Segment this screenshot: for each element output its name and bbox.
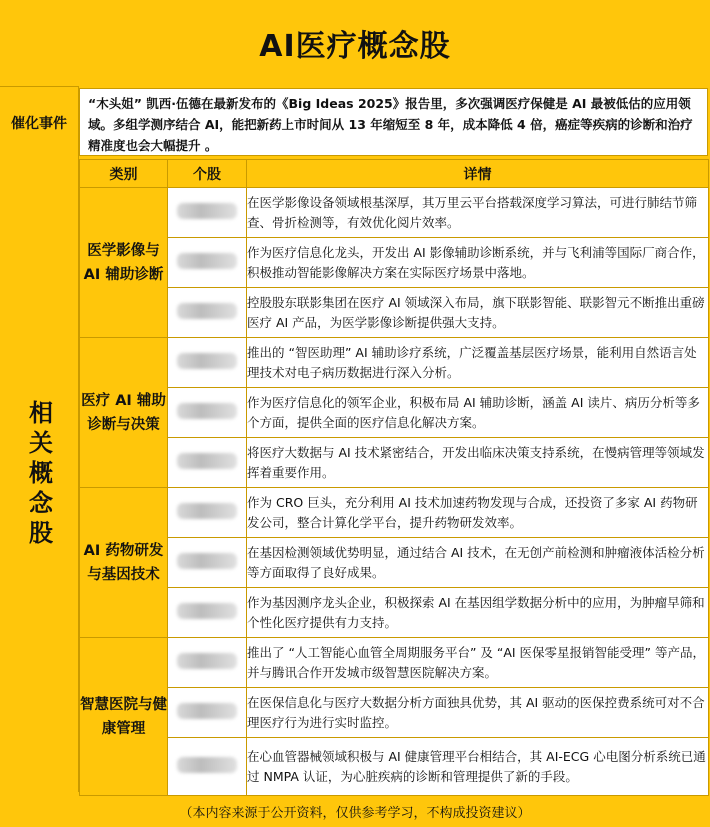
detail-cell: 作为医疗信息化的领军企业，积极布局 AI 辅助诊断，涵盖 AI 读片、病历分析等多个方面，提供全面的医疗信息化解决方案。 [247,388,709,438]
blurred-stock-name [177,703,237,719]
blurred-stock-name [177,653,237,669]
table-row [80,288,709,338]
table-row [80,588,709,638]
category-cell: 智慧医院与健康管理 [80,638,168,796]
detail-cell: 在医学影像设备领域根基深厚，其万里云平台搭载深度学习算法，可进行肺结节筛查、骨折检测等，有效优化阅片效率。 [247,188,709,238]
stock-cell-blurred [168,438,247,488]
stock-cell-blurred [168,488,247,538]
detail-cell: 在心血管器械领域积极与 AI 健康管理平台相结合，其 AI-ECG 心电图分析系统已通过 NMPA 认证，为心脏疾病的诊断和管理提供了新的手段。 [247,738,709,796]
stock-cell-blurred [168,588,247,638]
blurred-stock-name [177,403,237,419]
concept-stock-table [79,159,709,796]
detail-cell: 在基因检测领域优势明显，通过结合 AI 技术，在无创产前检测和肿瘤液体活检分析等方面取得了良好成果。 [247,538,709,588]
table-row [80,638,709,688]
category-cell: 医学影像与 AI 辅助诊断 [80,188,168,338]
category-cell: 医疗 AI 辅助诊断与决策 [80,338,168,488]
table-row [80,488,709,538]
stock-cell-blurred [168,238,247,288]
table-row [80,538,709,588]
detail-cell: 将医疗大数据与 AI 技术紧密结合，开发出临床决策支持系统，在慢病管理等领域发挥着重要作用。 [247,438,709,488]
blurred-stock-name [177,203,237,219]
stock-cell-blurred [168,388,247,438]
disclaimer-footer: （本内容来源于公开资料，仅供参考学习，不构成投资建议） [179,806,531,821]
blurred-stock-name [177,253,237,269]
detail-cell: 推出的 “智医助理” AI 辅助诊疗系统，广泛覆盖基层医疗场景，能利用自然语言处理技术对电子病历数据进行深入分析。 [247,338,709,388]
page-title: AI医疗概念股 [259,29,451,64]
detail-cell: 作为医疗信息化龙头，开发出 AI 影像辅助诊断系统，并与飞利浦等国际厂商合作，积极推动智能影像解决方案在实际医疗场景中落地。 [247,238,709,288]
stock-cell-blurred [168,338,247,388]
blurred-stock-name [177,603,237,619]
header-stock: 个股 [168,160,247,188]
stock-cell-blurred [168,538,247,588]
catalyst-label: 催化事件 [0,86,79,159]
side-label [0,158,79,792]
table-row [80,338,709,388]
blurred-stock-name [177,303,237,319]
table-row [80,738,709,796]
detail-cell: 控股股东联影集团在医疗 AI 领域深入布局，旗下联影智能、联影智元不断推出重磅医疗 AI 产品，为医学影像诊断提供强大支持。 [247,288,709,338]
stock-cell-blurred [168,688,247,738]
blurred-stock-name [177,553,237,569]
stock-cell-blurred [168,288,247,338]
detail-cell: 作为基因测序龙头企业，积极探索 AI 在基因组学数据分析中的应用，为肿瘤早筛和个性化医疗提供有力支持。 [247,588,709,638]
catalyst-text: “木头姐” 凯西·伍德在最新发布的《Big Ideas 2025》报告里，多次强调医疗保健是 AI 最被低估的应用领域。多组学测序结合 AI，能把新药上市时间从 13 年缩短至 8 年，成本降低 4 倍，癌症等疾病的诊断和治疗精准度也会大幅提升 。 [79,88,708,156]
blurred-stock-name [177,453,237,469]
detail-cell: 在医保信息化与医疗大数据分析方面独具优势，其 AI 驱动的医保控费系统可对不合理医疗行为进行实时监控。 [247,688,709,738]
stock-cell-blurred [168,638,247,688]
stock-cell-blurred [168,738,247,796]
category-cell: AI 药物研发与基因技术 [80,488,168,638]
table-row [80,188,709,238]
table-row [80,438,709,488]
detail-cell: 推出了 “人工智能心血管全周期服务平台” 及 “AI 医保零星报销智能受理” 等产品，并与腾讯合作开发城市级智慧医院解决方案。 [247,638,709,688]
blurred-stock-name [177,353,237,369]
table-row [80,388,709,438]
header-detail: 详情 [247,160,709,188]
header-category: 类别 [80,160,168,188]
table-row [80,238,709,288]
table-row [80,688,709,738]
blurred-stock-name [177,757,237,773]
side-label-text: 相关概念股 [24,400,53,550]
detail-cell: 作为 CRO 巨头，充分利用 AI 技术加速药物发现与合成，还投资了多家 AI 药物研发公司，整合计算化学平台，提升药物研发效率。 [247,488,709,538]
stock-cell-blurred [168,188,247,238]
blurred-stock-name [177,503,237,519]
